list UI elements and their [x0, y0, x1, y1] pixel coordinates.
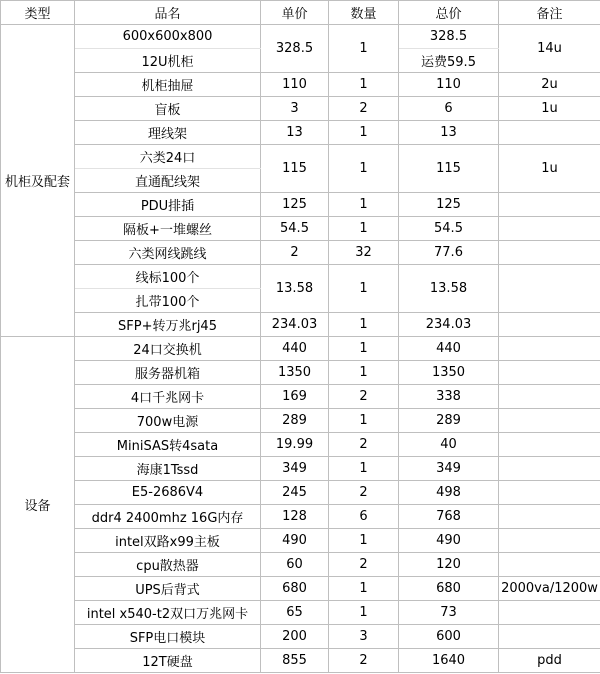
item-price: 13.58	[261, 265, 329, 313]
item-name: 机柜抽屉	[75, 73, 261, 97]
item-name: 线标100个	[75, 265, 261, 289]
item-name: 理线架	[75, 121, 261, 145]
item-price: 680	[261, 577, 329, 601]
item-name: PDU排插	[75, 193, 261, 217]
item-price: 245	[261, 481, 329, 505]
table-row	[1, 121, 600, 145]
group-device: 设备	[1, 337, 75, 673]
item-note	[499, 241, 600, 265]
item-price: 289	[261, 409, 329, 433]
item-note	[499, 337, 600, 361]
table-row	[1, 457, 600, 481]
item-note	[499, 625, 600, 649]
item-name: 700w电源	[75, 409, 261, 433]
item-qty: 3	[329, 625, 399, 649]
table-row	[1, 265, 600, 289]
item-qty: 32	[329, 241, 399, 265]
item-name: 服务器机箱	[75, 361, 261, 385]
table-row	[1, 217, 600, 241]
table-row	[1, 313, 600, 337]
item-qty: 1	[329, 529, 399, 553]
item-total: 77.6	[399, 241, 499, 265]
item-price: 349	[261, 457, 329, 481]
item-qty: 1	[329, 337, 399, 361]
header-unit-price: 单价	[261, 1, 329, 25]
item-price: 60	[261, 553, 329, 577]
item-total: 40	[399, 433, 499, 457]
table-row	[1, 649, 600, 673]
item-total: 73	[399, 601, 499, 625]
item-price: 234.03	[261, 313, 329, 337]
item-note	[499, 457, 600, 481]
item-note	[499, 361, 600, 385]
item-qty: 1	[329, 25, 399, 73]
table-row	[1, 577, 600, 601]
header-type: 类型	[1, 1, 75, 25]
item-total: 1640	[399, 649, 499, 673]
item-price: 328.5	[261, 25, 329, 73]
item-price: 3	[261, 97, 329, 121]
item-name: 12U机柜	[75, 49, 261, 73]
table-row	[1, 481, 600, 505]
item-qty: 1	[329, 577, 399, 601]
item-qty: 1	[329, 313, 399, 337]
table-row	[1, 73, 600, 97]
item-total: 13	[399, 121, 499, 145]
item-price: 1350	[261, 361, 329, 385]
item-name: 海康1Tssd	[75, 457, 261, 481]
item-note	[499, 265, 600, 313]
table-row	[1, 433, 600, 457]
item-note	[499, 313, 600, 337]
item-name: ddr4 2400mhz 16G内存	[75, 505, 261, 529]
item-qty: 1	[329, 121, 399, 145]
item-name: E5-2686V4	[75, 481, 261, 505]
item-note	[499, 409, 600, 433]
item-total: 328.5	[399, 25, 499, 49]
item-note: 2000va/1200w	[499, 577, 600, 601]
item-note	[499, 385, 600, 409]
item-price: 13	[261, 121, 329, 145]
item-qty: 2	[329, 97, 399, 121]
item-qty: 1	[329, 73, 399, 97]
item-qty: 1	[329, 601, 399, 625]
table-row	[1, 625, 600, 649]
group-cabinet: 机柜及配套	[1, 25, 75, 337]
item-total: 1350	[399, 361, 499, 385]
item-qty: 1	[329, 361, 399, 385]
item-note: 1u	[499, 97, 600, 121]
item-qty: 1	[329, 409, 399, 433]
header-note: 备注	[499, 1, 600, 25]
item-name: 600x600x800	[75, 25, 261, 49]
table-row	[1, 601, 600, 625]
item-note	[499, 529, 600, 553]
item-price: 125	[261, 193, 329, 217]
item-note: 2u	[499, 73, 600, 97]
item-qty: 1	[329, 217, 399, 241]
item-note	[499, 433, 600, 457]
item-total: 490	[399, 529, 499, 553]
table-row	[1, 241, 600, 265]
item-price: 490	[261, 529, 329, 553]
item-name: SFP电口模块	[75, 625, 261, 649]
item-name: 24口交换机	[75, 337, 261, 361]
item-qty: 6	[329, 505, 399, 529]
item-total: 338	[399, 385, 499, 409]
table-row	[1, 97, 600, 121]
item-qty: 1	[329, 457, 399, 481]
table-row	[1, 409, 600, 433]
header-quantity: 数量	[329, 1, 399, 25]
header-row	[1, 1, 600, 25]
table-row	[1, 361, 600, 385]
table-row	[1, 337, 600, 361]
item-shipping: 运费59.5	[399, 49, 499, 73]
item-total: 498	[399, 481, 499, 505]
item-price: 110	[261, 73, 329, 97]
item-total: 600	[399, 625, 499, 649]
table-row	[1, 505, 600, 529]
item-total: 110	[399, 73, 499, 97]
item-total: 349	[399, 457, 499, 481]
item-total: 440	[399, 337, 499, 361]
item-qty: 2	[329, 385, 399, 409]
item-name: UPS后背式	[75, 577, 261, 601]
item-price: 440	[261, 337, 329, 361]
item-name: intel双路x99主板	[75, 529, 261, 553]
item-note	[499, 601, 600, 625]
item-name: 六类网线跳线	[75, 241, 261, 265]
item-qty: 2	[329, 433, 399, 457]
item-name: MiniSAS转4sata	[75, 433, 261, 457]
item-name: 4口千兆网卡	[75, 385, 261, 409]
item-total: 125	[399, 193, 499, 217]
item-total: 6	[399, 97, 499, 121]
item-price: 115	[261, 145, 329, 193]
item-total: 54.5	[399, 217, 499, 241]
item-note: pdd	[499, 649, 600, 673]
table-row	[1, 385, 600, 409]
item-price: 128	[261, 505, 329, 529]
header-total: 总价	[399, 1, 499, 25]
item-price: 2	[261, 241, 329, 265]
item-name: SFP+转万兆rj45	[75, 313, 261, 337]
table-row	[1, 145, 600, 169]
item-price: 19.99	[261, 433, 329, 457]
item-qty: 1	[329, 193, 399, 217]
item-note	[499, 553, 600, 577]
item-total: 120	[399, 553, 499, 577]
item-name: 直通配线架	[75, 169, 261, 193]
item-price: 169	[261, 385, 329, 409]
item-qty: 1	[329, 145, 399, 193]
item-qty: 2	[329, 649, 399, 673]
header-name: 品名	[75, 1, 261, 25]
item-price: 200	[261, 625, 329, 649]
item-name: intel x540-t2双口万兆网卡	[75, 601, 261, 625]
table-row	[1, 529, 600, 553]
item-price: 855	[261, 649, 329, 673]
item-name: 12T硬盘	[75, 649, 261, 673]
item-name: cpu散热器	[75, 553, 261, 577]
item-note	[499, 121, 600, 145]
item-name: 六类24口	[75, 145, 261, 169]
item-total: 768	[399, 505, 499, 529]
item-qty: 1	[329, 265, 399, 313]
item-total: 115	[399, 145, 499, 193]
item-note	[499, 217, 600, 241]
item-name: 盲板	[75, 97, 261, 121]
table-row	[1, 193, 600, 217]
item-name: 扎带100个	[75, 289, 261, 313]
item-total: 13.58	[399, 265, 499, 313]
item-note: 1u	[499, 145, 600, 193]
item-note	[499, 481, 600, 505]
table-row	[1, 25, 600, 49]
item-note	[499, 193, 600, 217]
table-row	[1, 553, 600, 577]
item-price: 54.5	[261, 217, 329, 241]
item-qty: 2	[329, 553, 399, 577]
item-total: 680	[399, 577, 499, 601]
item-total: 289	[399, 409, 499, 433]
item-total: 234.03	[399, 313, 499, 337]
item-price: 65	[261, 601, 329, 625]
item-note: 14u	[499, 25, 600, 73]
item-name: 隔板+一堆螺丝	[75, 217, 261, 241]
item-qty: 2	[329, 481, 399, 505]
item-note	[499, 505, 600, 529]
